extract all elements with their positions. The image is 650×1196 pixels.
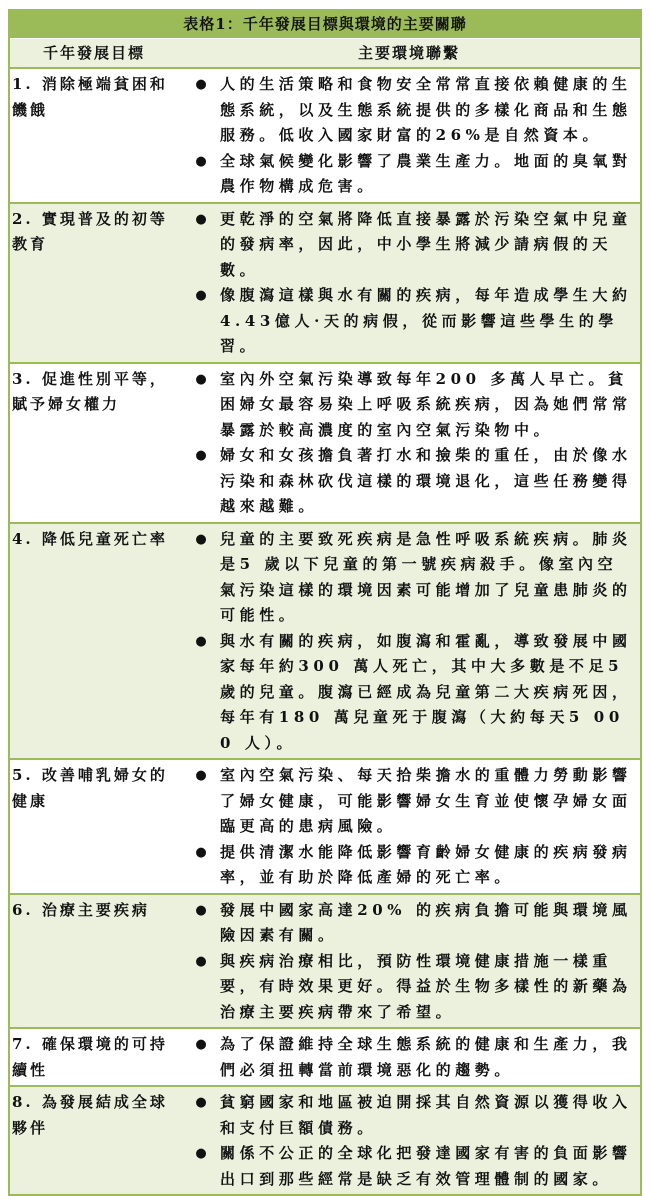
bullet-item bbox=[180, 1090, 640, 1141]
bullet-icon: ● bbox=[195, 1146, 207, 1161]
environment-links-cell bbox=[180, 763, 640, 891]
table-row bbox=[10, 364, 640, 524]
bullet-item bbox=[180, 367, 640, 444]
bullet-text: 婦女和女孩擔負著打水和撿柴的重任，由於像水污染和森林砍伐這樣的環境退化，這些任務變得越來越難。 bbox=[220, 446, 632, 515]
bullet-text: 貧窮國家和地區被迫開採其自然資源以獲得收入和支付巨額債務。 bbox=[220, 1093, 632, 1137]
goal-cell: 3. 促進性別平等，賦予婦女權力 bbox=[12, 369, 168, 413]
table-row bbox=[10, 1087, 640, 1194]
bullet-icon: ● bbox=[195, 77, 207, 92]
table-row bbox=[10, 69, 640, 204]
environment-links-cell bbox=[180, 1090, 640, 1192]
bullet-icon: ● bbox=[195, 902, 207, 918]
bullet-text: 人的生活策略和食物安全常常直接依賴健康的生態系統，以及生態系統提供的多樣化商品和生態服務。低收入國家財富的26%是自然資本。 bbox=[220, 75, 632, 144]
environment-links-cell bbox=[180, 1032, 640, 1083]
goal-cell: 2. 實現普及的初等教育 bbox=[12, 209, 168, 253]
bullet-item bbox=[180, 283, 640, 360]
table-title: 表格1：千年發展目標與環境的主要關聯 bbox=[10, 11, 640, 38]
bullet-icon: ● bbox=[195, 1095, 207, 1110]
bullet-item bbox=[180, 1141, 640, 1192]
table-row bbox=[10, 524, 640, 761]
bullet-text: 與水有關的疾病，如腹瀉和霍亂，導致發展中國家每年約300 萬人死亡，其中大多數是不足5 歲的兒童。腹瀉已經成為兒童第二大疾病死因，每年有180 萬兒童死于腹瀉（大約每天5 000 人）。 bbox=[220, 631, 632, 752]
bullet-icon: ● bbox=[195, 448, 207, 463]
bullet-icon: ● bbox=[195, 953, 207, 969]
bullet-item bbox=[180, 1032, 640, 1083]
bullet-item bbox=[180, 149, 640, 200]
bullet-text: 關係不公正的全球化把發達國家有害的負面影響出口到那些經常是缺乏有效管理體制的國家。 bbox=[220, 1144, 632, 1188]
bullet-item bbox=[180, 629, 640, 757]
bullet-item bbox=[180, 840, 640, 891]
goal-cell: 8. 為發展結成全球夥伴 bbox=[12, 1093, 168, 1137]
goal-cell: 1. 消除極端貧困和饑餓 bbox=[12, 75, 168, 119]
bullet-icon: ● bbox=[195, 1037, 207, 1052]
environment-links-cell bbox=[180, 367, 640, 520]
bullet-icon: ● bbox=[195, 844, 207, 860]
bullet-item bbox=[180, 207, 640, 284]
table-row bbox=[10, 895, 640, 1030]
table-row bbox=[10, 204, 640, 364]
goal-cell: 6. 治療主要疾病 bbox=[12, 900, 150, 919]
environment-links-cell bbox=[180, 898, 640, 1026]
bullet-icon: ● bbox=[195, 371, 207, 387]
environment-links-cell bbox=[180, 72, 640, 200]
bullet-icon: ● bbox=[195, 633, 207, 649]
bullet-icon: ● bbox=[195, 211, 207, 227]
table-header-row bbox=[10, 38, 640, 69]
goal-cell: 5. 改善哺乳婦女的健康 bbox=[12, 766, 168, 810]
bullet-text: 與疾病治療相比，預防性環境健康措施一樣重要，有時效果更好。得益於生物多樣性的新藥為治療主要疾病帶來了希望。 bbox=[220, 951, 632, 1021]
bullet-item bbox=[180, 443, 640, 520]
bullet-text: 室內外空氣污染導致每年200 多萬人早亡。貧困婦女最容易染上呼吸系統疾病，因為她們常常暴露於較高濃度的室內空氣污染物中。 bbox=[220, 369, 632, 439]
table-row bbox=[10, 760, 640, 895]
environment-links-cell bbox=[180, 207, 640, 360]
bullet-icon: ● bbox=[195, 768, 207, 783]
environment-links-cell bbox=[180, 527, 640, 757]
bullet-item bbox=[180, 763, 640, 840]
bullet-text: 像腹瀉這樣與水有關的疾病，每年造成學生大約4.43億人·天的病假，從而影響這些學生的學習。 bbox=[220, 286, 632, 355]
bullet-item bbox=[180, 898, 640, 949]
bullet-text: 全球氣候變化影響了農業生產力。地面的臭氧對農作物構成危害。 bbox=[220, 151, 632, 195]
table-row bbox=[10, 1029, 640, 1087]
bullet-text: 更乾淨的空氣將降低直接暴露於污染空氣中兒童的發病率，因此，中小學生將減少請病假的天數。 bbox=[220, 209, 632, 279]
bullet-text: 提供清潔水能降低影響育齡婦女健康的疾病發病率，並有助於降低產婦的死亡率。 bbox=[220, 842, 632, 886]
header-environment-links: 主要環境聯繫 bbox=[357, 44, 460, 62]
bullet-icon: ● bbox=[195, 531, 207, 547]
bullet-text: 為了保證維持全球生態系統的健康和生產力，我們必須扭轉當前環境惡化的趨勢。 bbox=[220, 1035, 632, 1079]
header-goal: 千年發展目標 bbox=[42, 44, 145, 62]
bullet-item bbox=[180, 949, 640, 1026]
bullet-item bbox=[180, 527, 640, 629]
table-body bbox=[10, 69, 640, 1194]
bullet-item bbox=[180, 72, 640, 149]
bullet-icon: ● bbox=[195, 288, 207, 303]
bullet-text: 室內空氣污染、每天拾柴擔水的重體力勞動影響了婦女健康，可能影響婦女生育並使懷孕婦女面臨更高的患病風險。 bbox=[220, 766, 632, 835]
mdg-environment-table bbox=[8, 9, 642, 1196]
bullet-text: 發展中國家高達20% 的疾病負擔可能與環境風險因素有關。 bbox=[220, 900, 632, 944]
bullet-icon: ● bbox=[195, 153, 207, 169]
bullet-text: 兒童的主要致死疾病是急性呼吸系統疾病。肺炎是5 歲以下兒童的第一號疾病殺手。像室內空氣污染這樣的環境因素可能增加了兒童患肺炎的可能性。 bbox=[220, 529, 632, 624]
goal-cell: 7. 確保環境的可持續性 bbox=[12, 1035, 168, 1079]
goal-cell: 4. 降低兒童死亡率 bbox=[12, 529, 168, 548]
